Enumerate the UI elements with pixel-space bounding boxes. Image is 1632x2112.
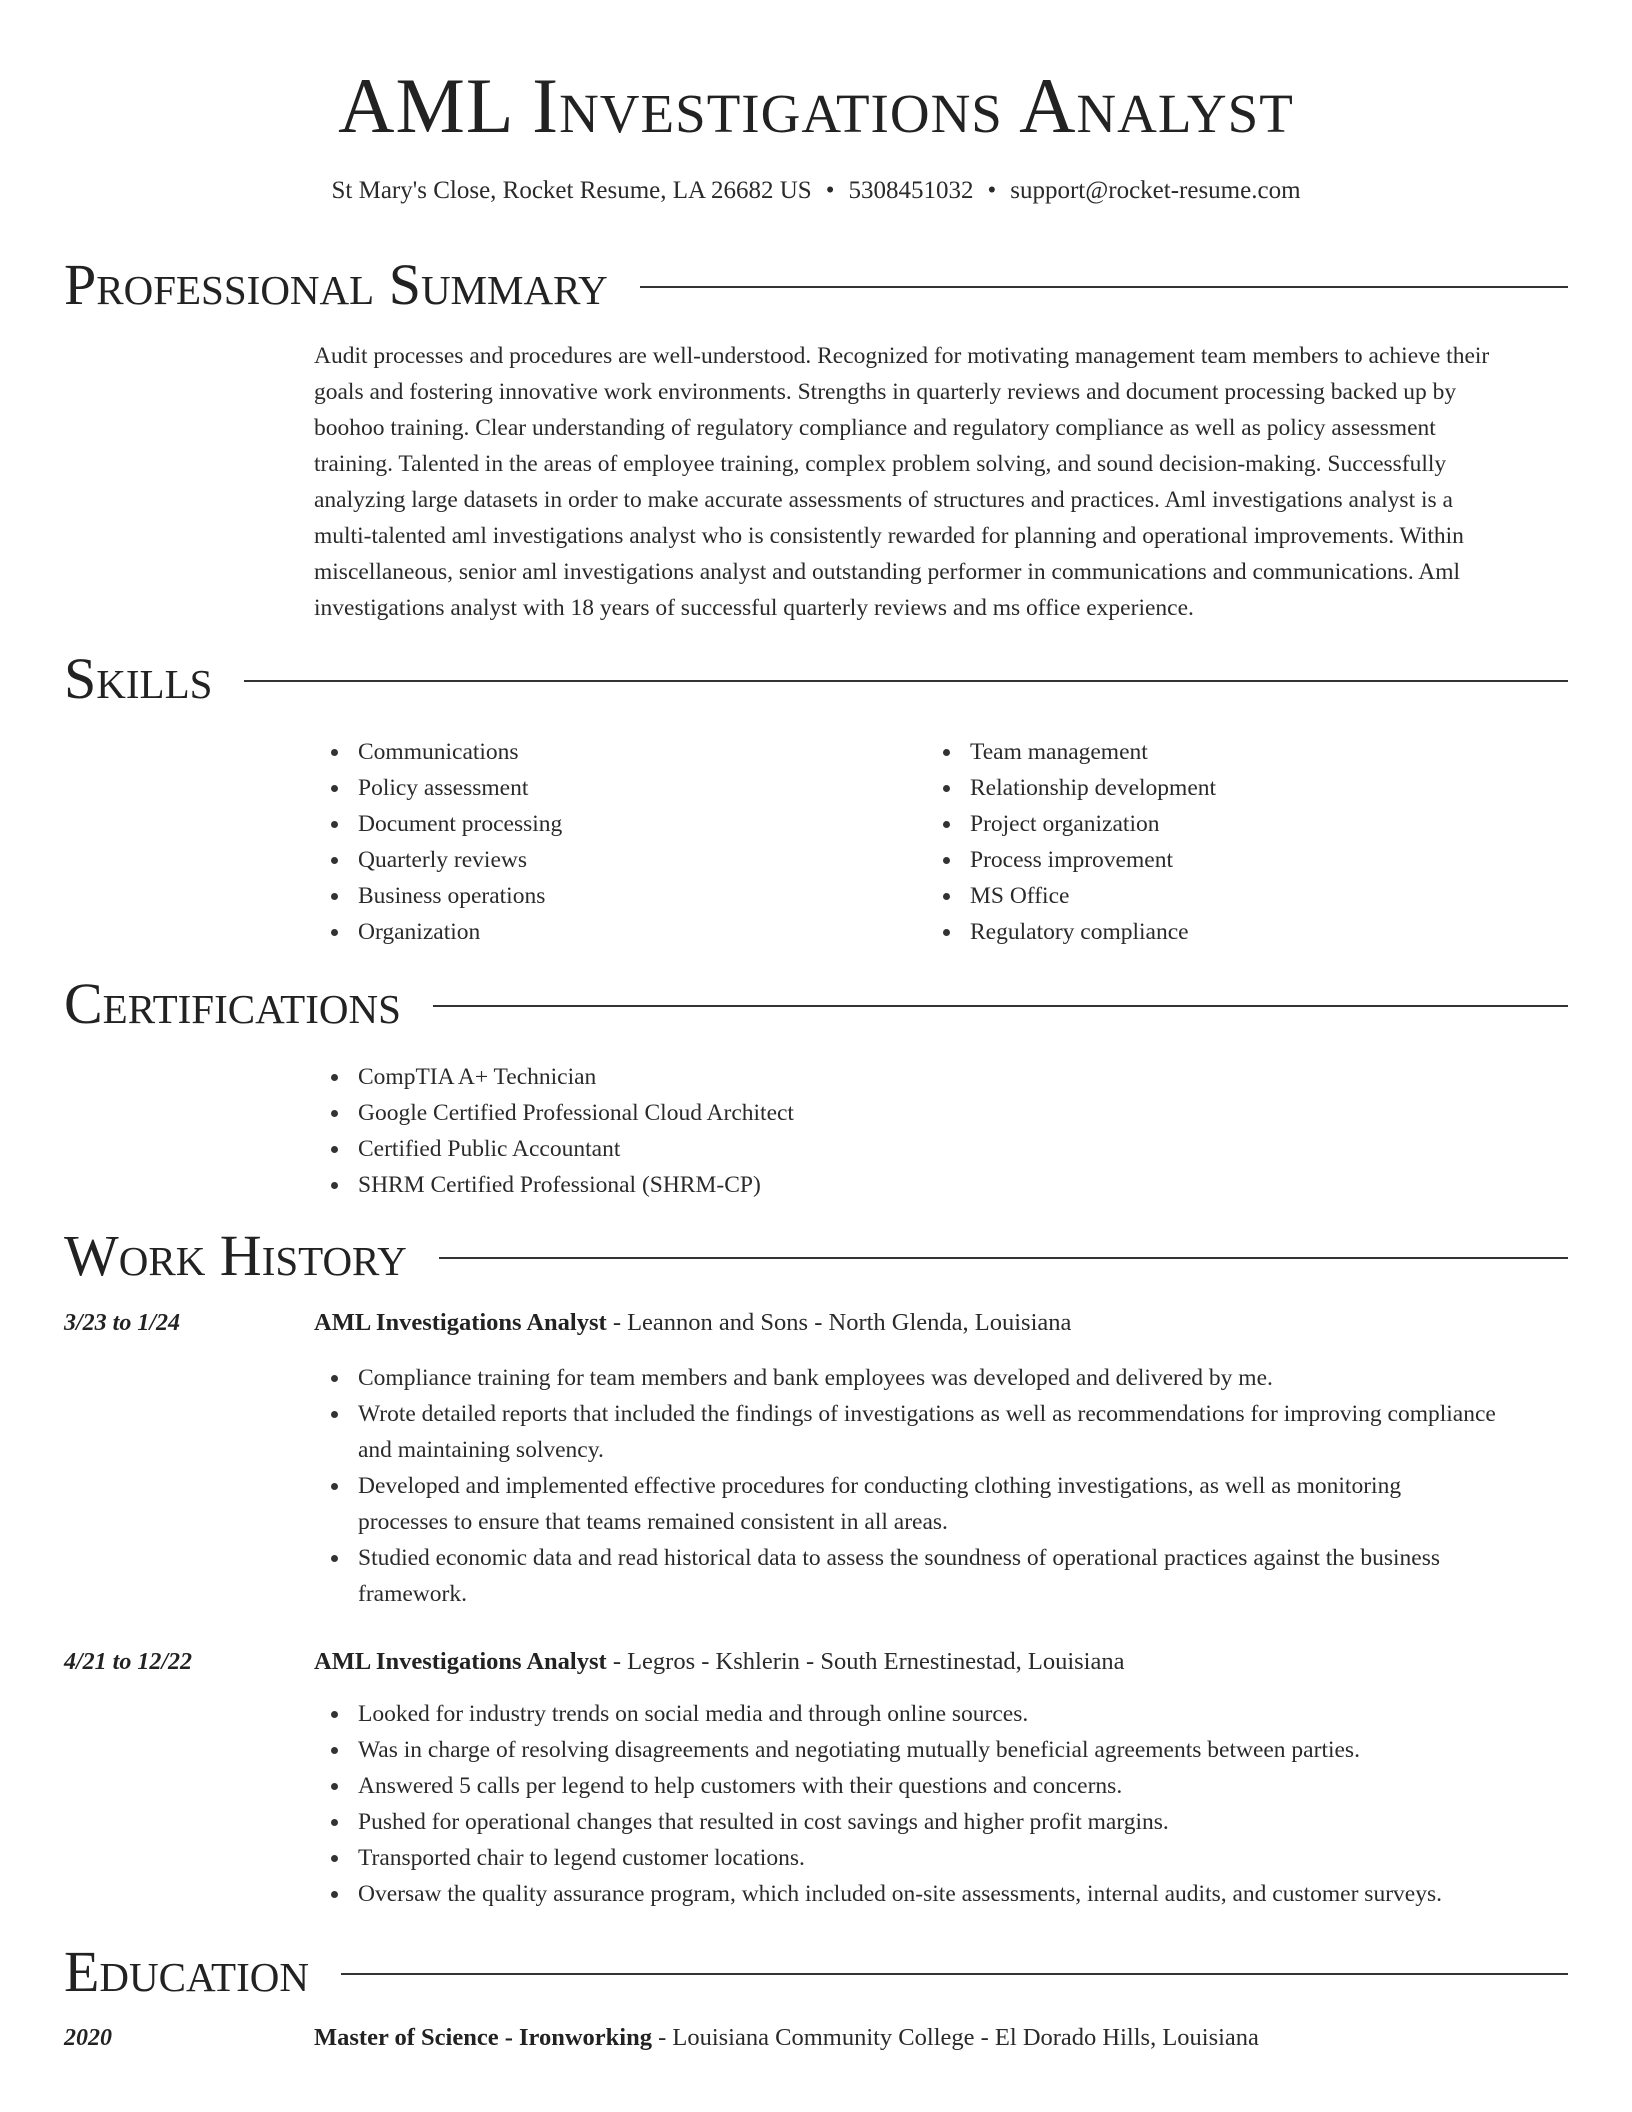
skill-item: Regulatory compliance	[926, 914, 1526, 950]
section-title: Skills	[64, 646, 213, 711]
job-duty-line: Transported chair to legend customer locations.	[358, 1845, 805, 1871]
certification-item: Certified Public Accountant	[314, 1131, 1514, 1167]
certifications-list	[314, 1059, 1514, 1203]
skill-item: Project organization	[926, 806, 1526, 842]
job-duty-item	[314, 1396, 1574, 1468]
skill-item: Process improvement	[926, 842, 1526, 878]
section-title: Certifications	[64, 971, 401, 1036]
job-title: AML Investigations Analyst	[314, 1648, 607, 1675]
education-school-location: - Louisiana Community College - El Dorado Hills, Louisiana	[651, 2024, 1259, 2051]
skill-item: MS Office	[926, 878, 1526, 914]
summary-paragraph	[314, 338, 1568, 626]
contact-line	[0, 175, 1632, 207]
summary-line: Audit processes and procedures are well-understood. Recognized for motivating management team members to achieve their	[314, 343, 1490, 369]
job-duty-line: framework.	[358, 1581, 467, 1607]
contact-email: support@rocket-resume.com	[1010, 177, 1301, 204]
job-duty-line: Studied economic data and read historical data to assess the soundness of operational practices against the business	[358, 1545, 1440, 1571]
contact-phone: 5308451032	[848, 177, 974, 204]
summary-line: boohoo training. Clear understanding of regulatory compliance and regulatory compliance as well as policy assessment	[314, 415, 1436, 441]
certification-item: SHRM Certified Professional (SHRM-CP)	[314, 1167, 1514, 1203]
job-duty-item	[314, 1840, 1574, 1876]
summary-line: goals and fostering innovative work environments. Strengths in quarterly reviews and document processing backed up by	[314, 379, 1457, 405]
job-duty-line: Was in charge of resolving disagreements and negotiating mutually beneficial agreements between parties.	[358, 1737, 1360, 1763]
section-title: Work History	[64, 1223, 407, 1288]
skill-item: Organization	[314, 914, 914, 950]
job-duty-line: and maintaining solvency.	[358, 1437, 604, 1463]
job-duty-item	[314, 1876, 1574, 1912]
skills-list-left	[314, 734, 914, 950]
job-duties-list	[314, 1696, 1574, 1912]
job-duty-item	[314, 1360, 1574, 1396]
education-year: 2020	[64, 2025, 112, 2051]
job-duty-line: Compliance training for team members and bank employees was developed and delivered by me.	[358, 1365, 1273, 1391]
job-dates: 3/23 to 1/24	[64, 1310, 181, 1336]
section-heading-certifications	[64, 969, 1568, 1039]
job-employer-location: - Leannon and Sons - North Glenda, Louisiana	[606, 1309, 1072, 1336]
job-duty-line: Answered 5 calls per legend to help customers with their questions and concerns.	[358, 1773, 1123, 1799]
certification-item: CompTIA A+ Technician	[314, 1059, 1514, 1095]
job-duty-item	[314, 1540, 1574, 1612]
job-heading	[314, 1645, 1124, 1679]
education-degree: Master of Science - Ironworking	[314, 2024, 652, 2051]
section-divider	[244, 680, 1568, 682]
job-duty-item	[314, 1804, 1574, 1840]
skill-item: Team management	[926, 734, 1526, 770]
job-duty-line: Developed and implemented effective procedures for conducting clothing investigations, as well as monitoring	[358, 1473, 1402, 1499]
skills-list-right	[926, 734, 1526, 950]
job-duty-line: Oversaw the quality assurance program, which included on-site assessments, internal audits, and customer surveys.	[358, 1881, 1442, 1907]
resume-name-title: AML Investigations Analyst	[338, 62, 1294, 149]
job-duty-item	[314, 1696, 1574, 1732]
job-duties-list	[314, 1360, 1574, 1612]
contact-address: St Mary's Close, Rocket Resume, LA 26682 US	[331, 177, 812, 204]
summary-line: miscellaneous, senior aml investigations analyst and outstanding performer in communications and communications. Aml	[314, 559, 1461, 585]
job-duty-item	[314, 1732, 1574, 1768]
job-dates: 4/21 to 12/22	[64, 1649, 193, 1675]
section-divider	[433, 1005, 1568, 1007]
skill-item: Business operations	[314, 878, 914, 914]
job-duty-line: Pushed for operational changes that resulted in cost savings and higher profit margins.	[358, 1809, 1169, 1835]
summary-line: multi-talented aml investigations analyst who is consistently rewarded for planning and operational improvements. Within	[314, 523, 1464, 549]
summary-line: analyzing large datasets in order to make accurate assessments of structures and practices. Aml investigations analyst is a	[314, 487, 1453, 513]
skill-item: Relationship development	[926, 770, 1526, 806]
section-divider	[341, 1973, 1568, 1975]
skill-item: Quarterly reviews	[314, 842, 914, 878]
skill-item: Communications	[314, 734, 914, 770]
section-heading-education	[64, 1937, 1568, 2007]
certification-item: Google Certified Professional Cloud Architect	[314, 1095, 1514, 1131]
job-employer-location: - Legros - Kshlerin - South Ernestinestad, Louisiana	[606, 1648, 1125, 1675]
job-duty-item	[314, 1768, 1574, 1804]
section-title: Professional Summary	[64, 252, 608, 317]
section-divider	[439, 1257, 1568, 1259]
job-duty-line: Looked for industry trends on social media and through online sources.	[358, 1701, 1029, 1727]
section-heading-skills	[64, 644, 1568, 714]
section-divider	[640, 286, 1568, 288]
job-heading	[314, 1306, 1071, 1340]
skill-item: Document processing	[314, 806, 914, 842]
section-title: Education	[64, 1939, 309, 2004]
section-heading-work-history	[64, 1221, 1568, 1291]
job-duty-line: processes to ensure that teams remained consistent in all areas.	[358, 1509, 948, 1535]
summary-line: investigations analyst with 18 years of successful quarterly reviews and ms office experience.	[314, 595, 1194, 621]
skill-item: Policy assessment	[314, 770, 914, 806]
summary-line: training. Talented in the areas of employee training, complex problem solving, and sound decision-making. Successfully	[314, 451, 1447, 477]
contact-separator: •	[987, 177, 997, 204]
section-heading-summary	[64, 250, 1568, 320]
job-title: AML Investigations Analyst	[314, 1309, 607, 1336]
job-duty-line: Wrote detailed reports that included the findings of investigations as well as recommendations for improving compliance	[358, 1401, 1496, 1427]
contact-separator: •	[825, 177, 835, 204]
education-entry	[314, 2021, 1259, 2055]
job-duty-item	[314, 1468, 1574, 1540]
